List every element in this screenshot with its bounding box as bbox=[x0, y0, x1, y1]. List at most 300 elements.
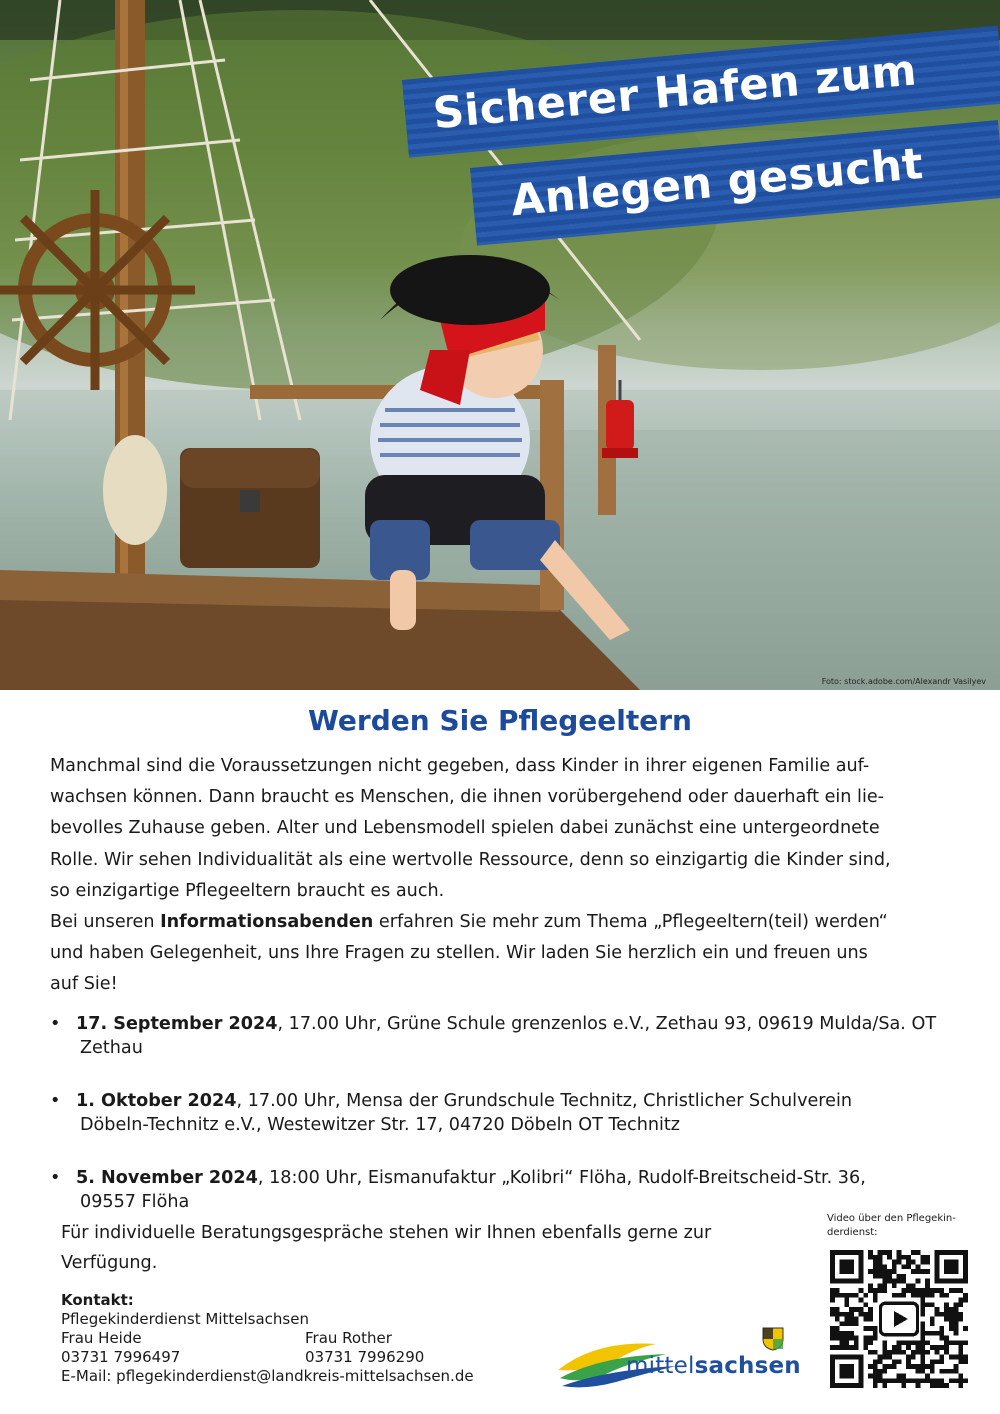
contact-phones-row bbox=[61, 1348, 474, 1367]
qr-module bbox=[944, 1340, 949, 1345]
qr-module bbox=[925, 1255, 930, 1260]
intro-text-span: erfahren Sie mehr zum Thema „Pflegeeltern(teil) werden“ bbox=[373, 912, 888, 933]
qr-module bbox=[916, 1364, 921, 1369]
qr-module bbox=[878, 1355, 883, 1360]
qr-module bbox=[963, 1355, 968, 1360]
qr-module bbox=[844, 1312, 849, 1317]
qr-module bbox=[897, 1374, 902, 1379]
qr-module bbox=[944, 1350, 949, 1355]
qr-module bbox=[925, 1350, 930, 1355]
qr-module bbox=[849, 1345, 854, 1350]
qr-module bbox=[901, 1264, 906, 1269]
qr-module bbox=[882, 1250, 887, 1255]
qr-module bbox=[935, 1288, 940, 1293]
qr-module bbox=[854, 1340, 859, 1345]
qr-module bbox=[925, 1331, 930, 1336]
qr-module bbox=[944, 1307, 949, 1312]
qr-module bbox=[873, 1269, 878, 1274]
qr-module bbox=[925, 1340, 930, 1345]
qr-module bbox=[830, 1345, 835, 1350]
qr-module bbox=[944, 1312, 949, 1317]
qr-module bbox=[878, 1374, 883, 1379]
qr-module bbox=[830, 1331, 835, 1336]
qr-module bbox=[844, 1336, 849, 1341]
qr-module bbox=[887, 1269, 892, 1274]
qr-module bbox=[949, 1378, 954, 1383]
qr-module bbox=[882, 1269, 887, 1274]
qr-module bbox=[920, 1355, 925, 1360]
qr-module bbox=[868, 1288, 873, 1293]
qr-module bbox=[892, 1264, 897, 1269]
event-item bbox=[48, 1089, 968, 1137]
qr-module bbox=[958, 1312, 963, 1317]
qr-module bbox=[835, 1312, 840, 1317]
qr-module bbox=[920, 1364, 925, 1369]
qr-module bbox=[835, 1326, 840, 1331]
qr-module bbox=[935, 1383, 940, 1388]
qr-module bbox=[887, 1255, 892, 1260]
event-date: 5. November 2024 bbox=[76, 1168, 258, 1188]
qr-module bbox=[949, 1317, 954, 1322]
qr-module bbox=[882, 1383, 887, 1388]
qr-module bbox=[878, 1283, 883, 1288]
qr-module bbox=[920, 1378, 925, 1383]
qr-module bbox=[949, 1340, 954, 1345]
qr-module bbox=[887, 1355, 892, 1360]
qr-module bbox=[930, 1302, 935, 1307]
qr-module bbox=[873, 1364, 878, 1369]
qr-module bbox=[954, 1312, 959, 1317]
qr-module bbox=[958, 1288, 963, 1293]
qr-module bbox=[920, 1269, 925, 1274]
qr-module bbox=[906, 1255, 911, 1260]
qr-module bbox=[854, 1336, 859, 1341]
qr-module bbox=[878, 1274, 883, 1279]
qr-module bbox=[882, 1279, 887, 1284]
qr-module bbox=[873, 1369, 878, 1374]
qr-module bbox=[901, 1374, 906, 1379]
ship-wheel bbox=[0, 190, 195, 390]
qr-module bbox=[901, 1383, 906, 1388]
qr-module bbox=[925, 1288, 930, 1293]
qr-module bbox=[935, 1345, 940, 1350]
qr-module bbox=[844, 1302, 849, 1307]
qr-module bbox=[911, 1340, 916, 1345]
qr-module bbox=[916, 1383, 921, 1388]
contact-title: Kontakt: bbox=[61, 1291, 134, 1309]
qr-module bbox=[930, 1345, 935, 1350]
qr-module bbox=[939, 1359, 944, 1364]
qr-module bbox=[873, 1359, 878, 1364]
qr-module bbox=[930, 1369, 935, 1374]
qr-module bbox=[901, 1255, 906, 1260]
qr-module bbox=[868, 1340, 873, 1345]
qr-module bbox=[925, 1364, 930, 1369]
qr-code[interactable] bbox=[830, 1250, 968, 1388]
qr-module bbox=[911, 1260, 916, 1265]
consultation-note bbox=[61, 1218, 781, 1278]
qr-module bbox=[944, 1293, 949, 1298]
qr-caption-line: Video über den Pflegekin- bbox=[827, 1213, 956, 1224]
qr-module bbox=[844, 1345, 849, 1350]
qr-module bbox=[954, 1302, 959, 1307]
qr-module bbox=[854, 1317, 859, 1322]
qr-module bbox=[916, 1264, 921, 1269]
qr-module bbox=[920, 1255, 925, 1260]
qr-module bbox=[901, 1274, 906, 1279]
qr-module bbox=[892, 1293, 897, 1298]
intro-line: wachsen können. Dann braucht es Menschen, die ihnen vorübergehend oder dauerhaft ein lie- bbox=[50, 787, 885, 808]
qr-module bbox=[844, 1331, 849, 1336]
qr-module bbox=[963, 1293, 968, 1298]
qr-module bbox=[859, 1288, 864, 1293]
qr-module bbox=[897, 1350, 902, 1355]
qr-module bbox=[949, 1307, 954, 1312]
qr-module bbox=[882, 1350, 887, 1355]
qr-module bbox=[958, 1302, 963, 1307]
qr-module bbox=[935, 1331, 940, 1336]
qr-module bbox=[897, 1359, 902, 1364]
qr-module bbox=[882, 1378, 887, 1383]
qr-module bbox=[920, 1345, 925, 1350]
qr-module bbox=[916, 1269, 921, 1274]
qr-module bbox=[954, 1369, 959, 1374]
qr-module bbox=[835, 1345, 840, 1350]
qr-module bbox=[887, 1250, 892, 1255]
qr-module bbox=[844, 1293, 849, 1298]
qr-module bbox=[873, 1378, 878, 1383]
qr-module bbox=[873, 1331, 878, 1336]
qr-module bbox=[873, 1260, 878, 1265]
qr-module bbox=[925, 1374, 930, 1379]
contact-phone-2[interactable]: 03731 7996290 bbox=[305, 1348, 425, 1366]
qr-module bbox=[954, 1321, 959, 1326]
qr-module bbox=[887, 1279, 892, 1284]
qr-module bbox=[868, 1364, 873, 1369]
qr-module bbox=[954, 1364, 959, 1369]
qr-module bbox=[835, 1293, 840, 1298]
qr-module bbox=[954, 1340, 959, 1345]
qr-module bbox=[897, 1279, 902, 1284]
qr-module bbox=[920, 1321, 925, 1326]
qr-module bbox=[954, 1326, 959, 1331]
qr-module bbox=[939, 1312, 944, 1317]
qr-module bbox=[911, 1250, 916, 1255]
qr-module bbox=[835, 1331, 840, 1336]
qr-module bbox=[882, 1355, 887, 1360]
qr-module bbox=[939, 1336, 944, 1341]
qr-module bbox=[935, 1350, 940, 1355]
qr-module bbox=[906, 1340, 911, 1345]
qr-module bbox=[930, 1331, 935, 1336]
intro-text bbox=[50, 751, 965, 1001]
qr-module bbox=[906, 1288, 911, 1293]
qr-module bbox=[859, 1307, 864, 1312]
qr-module bbox=[911, 1364, 916, 1369]
qr-module bbox=[892, 1359, 897, 1364]
qr-module bbox=[916, 1293, 921, 1298]
contact-org: Pflegekinderdienst Mittelsachsen bbox=[61, 1310, 309, 1328]
qr-module bbox=[944, 1317, 949, 1322]
qr-module bbox=[939, 1369, 944, 1374]
logo-wordmark bbox=[626, 1353, 801, 1379]
event-details: , 17.00 Uhr, Mensa der Grundschule Technitz, Christlicher Schulverein bbox=[236, 1091, 853, 1111]
qr-module bbox=[897, 1293, 902, 1298]
qr-module bbox=[930, 1321, 935, 1326]
qr-module bbox=[840, 1312, 845, 1317]
qr-module bbox=[868, 1307, 873, 1312]
qr-module bbox=[925, 1293, 930, 1298]
qr-module bbox=[882, 1283, 887, 1288]
qr-module bbox=[958, 1378, 963, 1383]
qr-module bbox=[878, 1359, 883, 1364]
qr-module bbox=[854, 1293, 859, 1298]
qr-module bbox=[939, 1345, 944, 1350]
qr-module bbox=[920, 1340, 925, 1345]
bullet-icon: • bbox=[50, 1091, 61, 1111]
qr-module bbox=[906, 1345, 911, 1350]
qr-module bbox=[916, 1345, 921, 1350]
qr-module bbox=[925, 1302, 930, 1307]
qr-module bbox=[963, 1378, 968, 1383]
qr-module bbox=[840, 1336, 845, 1341]
qr-module bbox=[939, 1355, 944, 1360]
info-evenings-emphasis: Informationsabenden bbox=[160, 912, 374, 933]
contact-phone-1[interactable]: 03731 7996497 bbox=[61, 1348, 181, 1366]
play-video-icon[interactable] bbox=[878, 1298, 921, 1341]
qr-module bbox=[830, 1298, 835, 1303]
qr-module bbox=[911, 1355, 916, 1360]
qr-module bbox=[849, 1321, 854, 1326]
qr-module bbox=[868, 1336, 873, 1341]
qr-module bbox=[935, 1378, 940, 1383]
qr-module bbox=[878, 1264, 883, 1269]
event-line-2: Zethau bbox=[80, 1038, 143, 1058]
contact-block bbox=[61, 1291, 474, 1386]
qr-module bbox=[949, 1321, 954, 1326]
qr-module bbox=[911, 1288, 916, 1293]
qr-module bbox=[873, 1336, 878, 1341]
qr-module bbox=[873, 1255, 878, 1260]
qr-module bbox=[954, 1288, 959, 1293]
qr-module bbox=[949, 1355, 954, 1360]
qr-module bbox=[939, 1293, 944, 1298]
qr-module bbox=[901, 1340, 906, 1345]
intro-text-span: Bei unseren bbox=[50, 912, 161, 933]
qr-module bbox=[830, 1288, 835, 1293]
event-date: 17. September 2024 bbox=[76, 1014, 278, 1034]
qr-module bbox=[963, 1359, 968, 1364]
qr-module bbox=[849, 1293, 854, 1298]
qr-module bbox=[873, 1326, 878, 1331]
qr-module bbox=[878, 1260, 883, 1265]
bullet-icon: • bbox=[50, 1014, 61, 1034]
qr-module bbox=[906, 1364, 911, 1369]
qr-module bbox=[939, 1288, 944, 1293]
qr-module bbox=[892, 1279, 897, 1284]
qr-module bbox=[863, 1293, 868, 1298]
qr-module bbox=[878, 1269, 883, 1274]
qr-module bbox=[882, 1274, 887, 1279]
qr-module bbox=[925, 1378, 930, 1383]
qr-module bbox=[844, 1340, 849, 1345]
qr-module bbox=[906, 1283, 911, 1288]
qr-module bbox=[906, 1264, 911, 1269]
qr-module bbox=[920, 1307, 925, 1312]
qr-module bbox=[897, 1250, 902, 1255]
qr-module bbox=[920, 1288, 925, 1293]
qr-module bbox=[830, 1307, 835, 1312]
intro-line: Manchmal sind die Voraussetzungen nicht gegeben, dass Kinder in ihrer eigenen Familie auf- bbox=[50, 756, 870, 776]
qr-module bbox=[958, 1340, 963, 1345]
qr-module bbox=[954, 1317, 959, 1322]
event-line bbox=[76, 1012, 968, 1036]
qr-module bbox=[963, 1298, 968, 1303]
qr-module bbox=[892, 1364, 897, 1369]
qr-module bbox=[944, 1336, 949, 1341]
qr-module bbox=[954, 1331, 959, 1336]
qr-module bbox=[906, 1260, 911, 1265]
qr-module bbox=[897, 1340, 902, 1345]
qr-caption-line: derdienst: bbox=[827, 1227, 878, 1238]
qr-module bbox=[925, 1283, 930, 1288]
contact-email[interactable]: E-Mail: pflegekinderdienst@landkreis-mittelsachsen.de bbox=[61, 1367, 474, 1385]
qr-module bbox=[901, 1293, 906, 1298]
intro-line: und haben Gelegenheit, uns Ihre Fragen zu stellen. Wir laden Sie herzlich ein und freuen uns bbox=[50, 943, 868, 964]
qr-module bbox=[840, 1321, 845, 1326]
bullet-icon: • bbox=[50, 1168, 61, 1188]
qr-module bbox=[930, 1378, 935, 1383]
qr-module bbox=[887, 1378, 892, 1383]
intro-line: auf Sie! bbox=[50, 974, 118, 995]
event-line bbox=[76, 1166, 968, 1190]
qr-module bbox=[863, 1340, 868, 1345]
qr-module bbox=[859, 1298, 864, 1303]
event-line-2: 09557 Flöha bbox=[80, 1192, 190, 1212]
qr-module bbox=[868, 1317, 873, 1322]
qr-module bbox=[906, 1359, 911, 1364]
logo-part-2: sachsen bbox=[694, 1353, 801, 1379]
qr-module bbox=[911, 1269, 916, 1274]
qr-module bbox=[958, 1383, 963, 1388]
qr-module bbox=[930, 1288, 935, 1293]
qr-module bbox=[873, 1374, 878, 1379]
qr-module bbox=[958, 1317, 963, 1322]
qr-module bbox=[835, 1307, 840, 1312]
contact-persons-row bbox=[61, 1329, 474, 1348]
qr-module bbox=[958, 1355, 963, 1360]
qr-module bbox=[911, 1378, 916, 1383]
section-headline: Werden Sie Pflegeeltern bbox=[308, 704, 692, 737]
qr-module bbox=[949, 1312, 954, 1317]
qr-module bbox=[930, 1359, 935, 1364]
qr-module bbox=[958, 1350, 963, 1355]
qr-module bbox=[840, 1340, 845, 1345]
qr-module bbox=[868, 1312, 873, 1317]
qr-module bbox=[897, 1255, 902, 1260]
qr-module bbox=[868, 1283, 873, 1288]
qr-module bbox=[920, 1359, 925, 1364]
qr-module bbox=[897, 1345, 902, 1350]
consult-line: Für individuelle Beratungsgespräche stehen wir Ihnen ebenfalls gerne zur bbox=[61, 1223, 712, 1243]
qr-module bbox=[878, 1369, 883, 1374]
qr-module bbox=[868, 1326, 873, 1331]
qr-module bbox=[901, 1378, 906, 1383]
qr-module bbox=[897, 1260, 902, 1265]
qr-module bbox=[892, 1269, 897, 1274]
qr-module bbox=[920, 1260, 925, 1265]
qr-module bbox=[882, 1364, 887, 1369]
qr-module bbox=[901, 1288, 906, 1293]
event-date: 1. Oktober 2024 bbox=[76, 1091, 237, 1111]
qr-module bbox=[935, 1312, 940, 1317]
qr-module bbox=[916, 1340, 921, 1345]
qr-module bbox=[939, 1383, 944, 1388]
qr-module bbox=[882, 1288, 887, 1293]
qr-module bbox=[882, 1340, 887, 1345]
qr-module bbox=[878, 1255, 883, 1260]
event-line bbox=[76, 1089, 968, 1113]
qr-module bbox=[920, 1331, 925, 1336]
qr-module bbox=[854, 1345, 859, 1350]
qr-module bbox=[949, 1369, 954, 1374]
qr-module bbox=[854, 1321, 859, 1326]
qr-module bbox=[830, 1336, 835, 1341]
qr-caption bbox=[827, 1212, 977, 1240]
event-item bbox=[48, 1166, 968, 1214]
qr-module bbox=[830, 1326, 835, 1331]
intro-line: bevolles Zuhause geben. Alter und Lebensmodell spielen dabei zunächst eine untergeordnete bbox=[50, 818, 880, 839]
qr-module bbox=[840, 1345, 845, 1350]
qr-module bbox=[882, 1264, 887, 1269]
qr-module bbox=[944, 1369, 949, 1374]
qr-module bbox=[930, 1317, 935, 1322]
qr-module bbox=[887, 1274, 892, 1279]
qr-module bbox=[897, 1378, 902, 1383]
qr-module bbox=[916, 1250, 921, 1255]
qr-module bbox=[868, 1255, 873, 1260]
qr-module bbox=[849, 1312, 854, 1317]
qr-module bbox=[949, 1288, 954, 1293]
qr-module bbox=[930, 1364, 935, 1369]
event-details: , 17.00 Uhr, Grüne Schule grenzenlos e.V., Zethau 93, 09619 Mulda/Sa. OT bbox=[277, 1014, 937, 1034]
qr-module bbox=[873, 1274, 878, 1279]
qr-module bbox=[863, 1317, 868, 1322]
qr-module bbox=[868, 1250, 873, 1255]
qr-module bbox=[849, 1336, 854, 1341]
qr-module bbox=[958, 1359, 963, 1364]
qr-module bbox=[911, 1283, 916, 1288]
intro-line-info bbox=[50, 907, 965, 938]
event-line-2: Döbeln-Technitz e.V., Westewitzer Str. 17, 04720 Döbeln OT Technitz bbox=[80, 1115, 681, 1135]
qr-module bbox=[920, 1350, 925, 1355]
qr-module bbox=[849, 1307, 854, 1312]
qr-module bbox=[920, 1326, 925, 1331]
qr-module bbox=[920, 1336, 925, 1341]
qr-module bbox=[963, 1340, 968, 1345]
qr-module bbox=[844, 1321, 849, 1326]
qr-module bbox=[958, 1374, 963, 1379]
qr-module bbox=[958, 1345, 963, 1350]
qr-module bbox=[868, 1374, 873, 1379]
photo-credit: Foto: stock.adobe.com/Alexandr Vasilyev bbox=[821, 677, 986, 686]
title-line-1: Sicherer Hafen zum bbox=[430, 45, 919, 140]
event-details: , 18:00 Uhr, Eismanufaktur „Kolibri“ Flöha, Rudolf-Breitscheid-Str. 36, bbox=[257, 1168, 866, 1188]
qr-module bbox=[873, 1293, 878, 1298]
qr-module bbox=[849, 1331, 854, 1336]
qr-module bbox=[868, 1269, 873, 1274]
qr-module bbox=[906, 1355, 911, 1360]
